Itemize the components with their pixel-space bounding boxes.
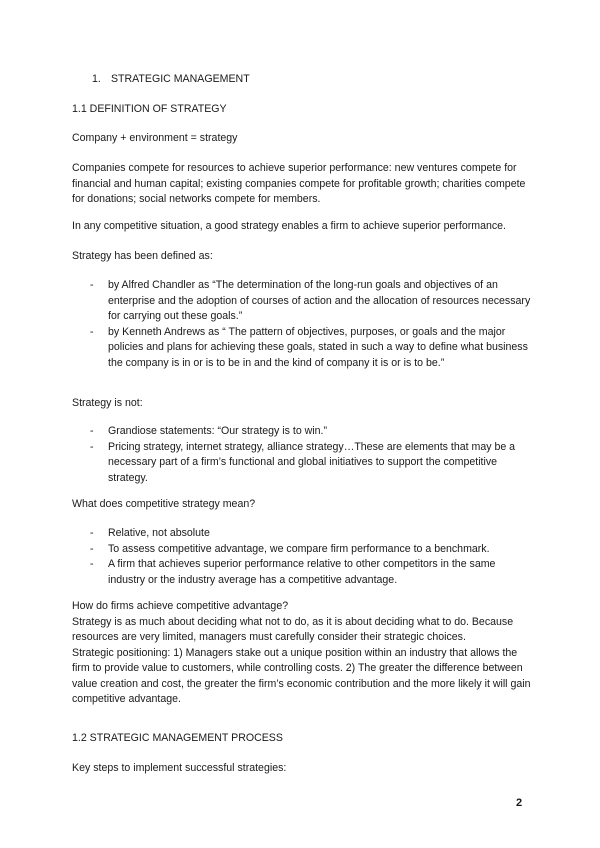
advantage-question: How do firms achieve competitive advantage?	[72, 600, 289, 612]
is-not-list	[72, 424, 532, 486]
key-steps-intro: Key steps to implement successful strategies:	[72, 762, 287, 774]
list-item: - Relative, not absolute	[72, 526, 532, 542]
list-item: - Pricing strategy, internet strategy, alliance strategy…These are elements that may be a necessary part of a firm’s functional and global initiatives to support the competitive strategy.	[72, 440, 532, 487]
section-heading-1-2: 1.2 STRATEGIC MANAGEMENT PROCESS	[72, 732, 283, 744]
chapter-number: 1.	[92, 73, 101, 85]
advantage-section	[72, 599, 532, 708]
page-number: 2	[516, 797, 523, 809]
is-not-intro: Strategy is not:	[72, 397, 143, 409]
list-item: - Grandiose statements: “Our strategy is to win.”	[72, 424, 532, 440]
chapter-heading	[92, 72, 552, 88]
definition-andrews: - by Kenneth Andrews as “ The pattern of objectives, purposes, or goals and the major policies and plans for achieving these goals, stated in such a way to define what business the company is in or is to be in and the kind of company it is or is to be.”	[72, 325, 532, 372]
definitions-list	[72, 278, 532, 371]
list-item: - A firm that achieves superior performance relative to other competitors in the same industry or the industry average has a competitive advantage.	[72, 557, 532, 588]
section-heading-1-1: 1.1 DEFINITION OF STRATEGY	[72, 103, 227, 115]
strategy-formula: Company + environment = strategy	[72, 132, 238, 144]
defined-as-intro: Strategy has been defined as:	[72, 250, 213, 262]
competitive-list	[72, 526, 532, 588]
positioning-paragraph: Strategic positioning: 1) Managers stake out a unique position within an industry that allows the firm to provide value to customers, while controlling costs. 2) The greater the difference between value creation and cost, the greater the firm’s economic contribution and the more likely it will gain competitive advantage.	[72, 646, 531, 705]
chapter-title: STRATEGIC MANAGEMENT	[110, 73, 250, 85]
definition-chandler: - by Alfred Chandler as “The determination of the long-run goals and objectives of an enterprise and the adoption of courses of action and the allocation of resources necessary for carrying out these goals.”	[72, 278, 532, 325]
paragraph-situation: In any competitive situation, a good strategy enables a firm to achieve superior performance.	[72, 220, 506, 232]
paragraph-compete: Companies compete for resources to achieve superior performance: new ventures compete for financial and human capital; existing companies compete for profitable growth; charities compete for donations; social networks compete for members.	[72, 162, 526, 205]
advantage-paragraph: Strategy is as much about deciding what not to do, as it is about deciding what to do. Because resources are very limited, managers must carefully consider their strategic choices.	[72, 615, 514, 643]
competitive-question: What does competitive strategy mean?	[72, 498, 256, 510]
list-item: - To assess competitive advantage, we compare firm performance to a benchmark.	[72, 542, 532, 558]
